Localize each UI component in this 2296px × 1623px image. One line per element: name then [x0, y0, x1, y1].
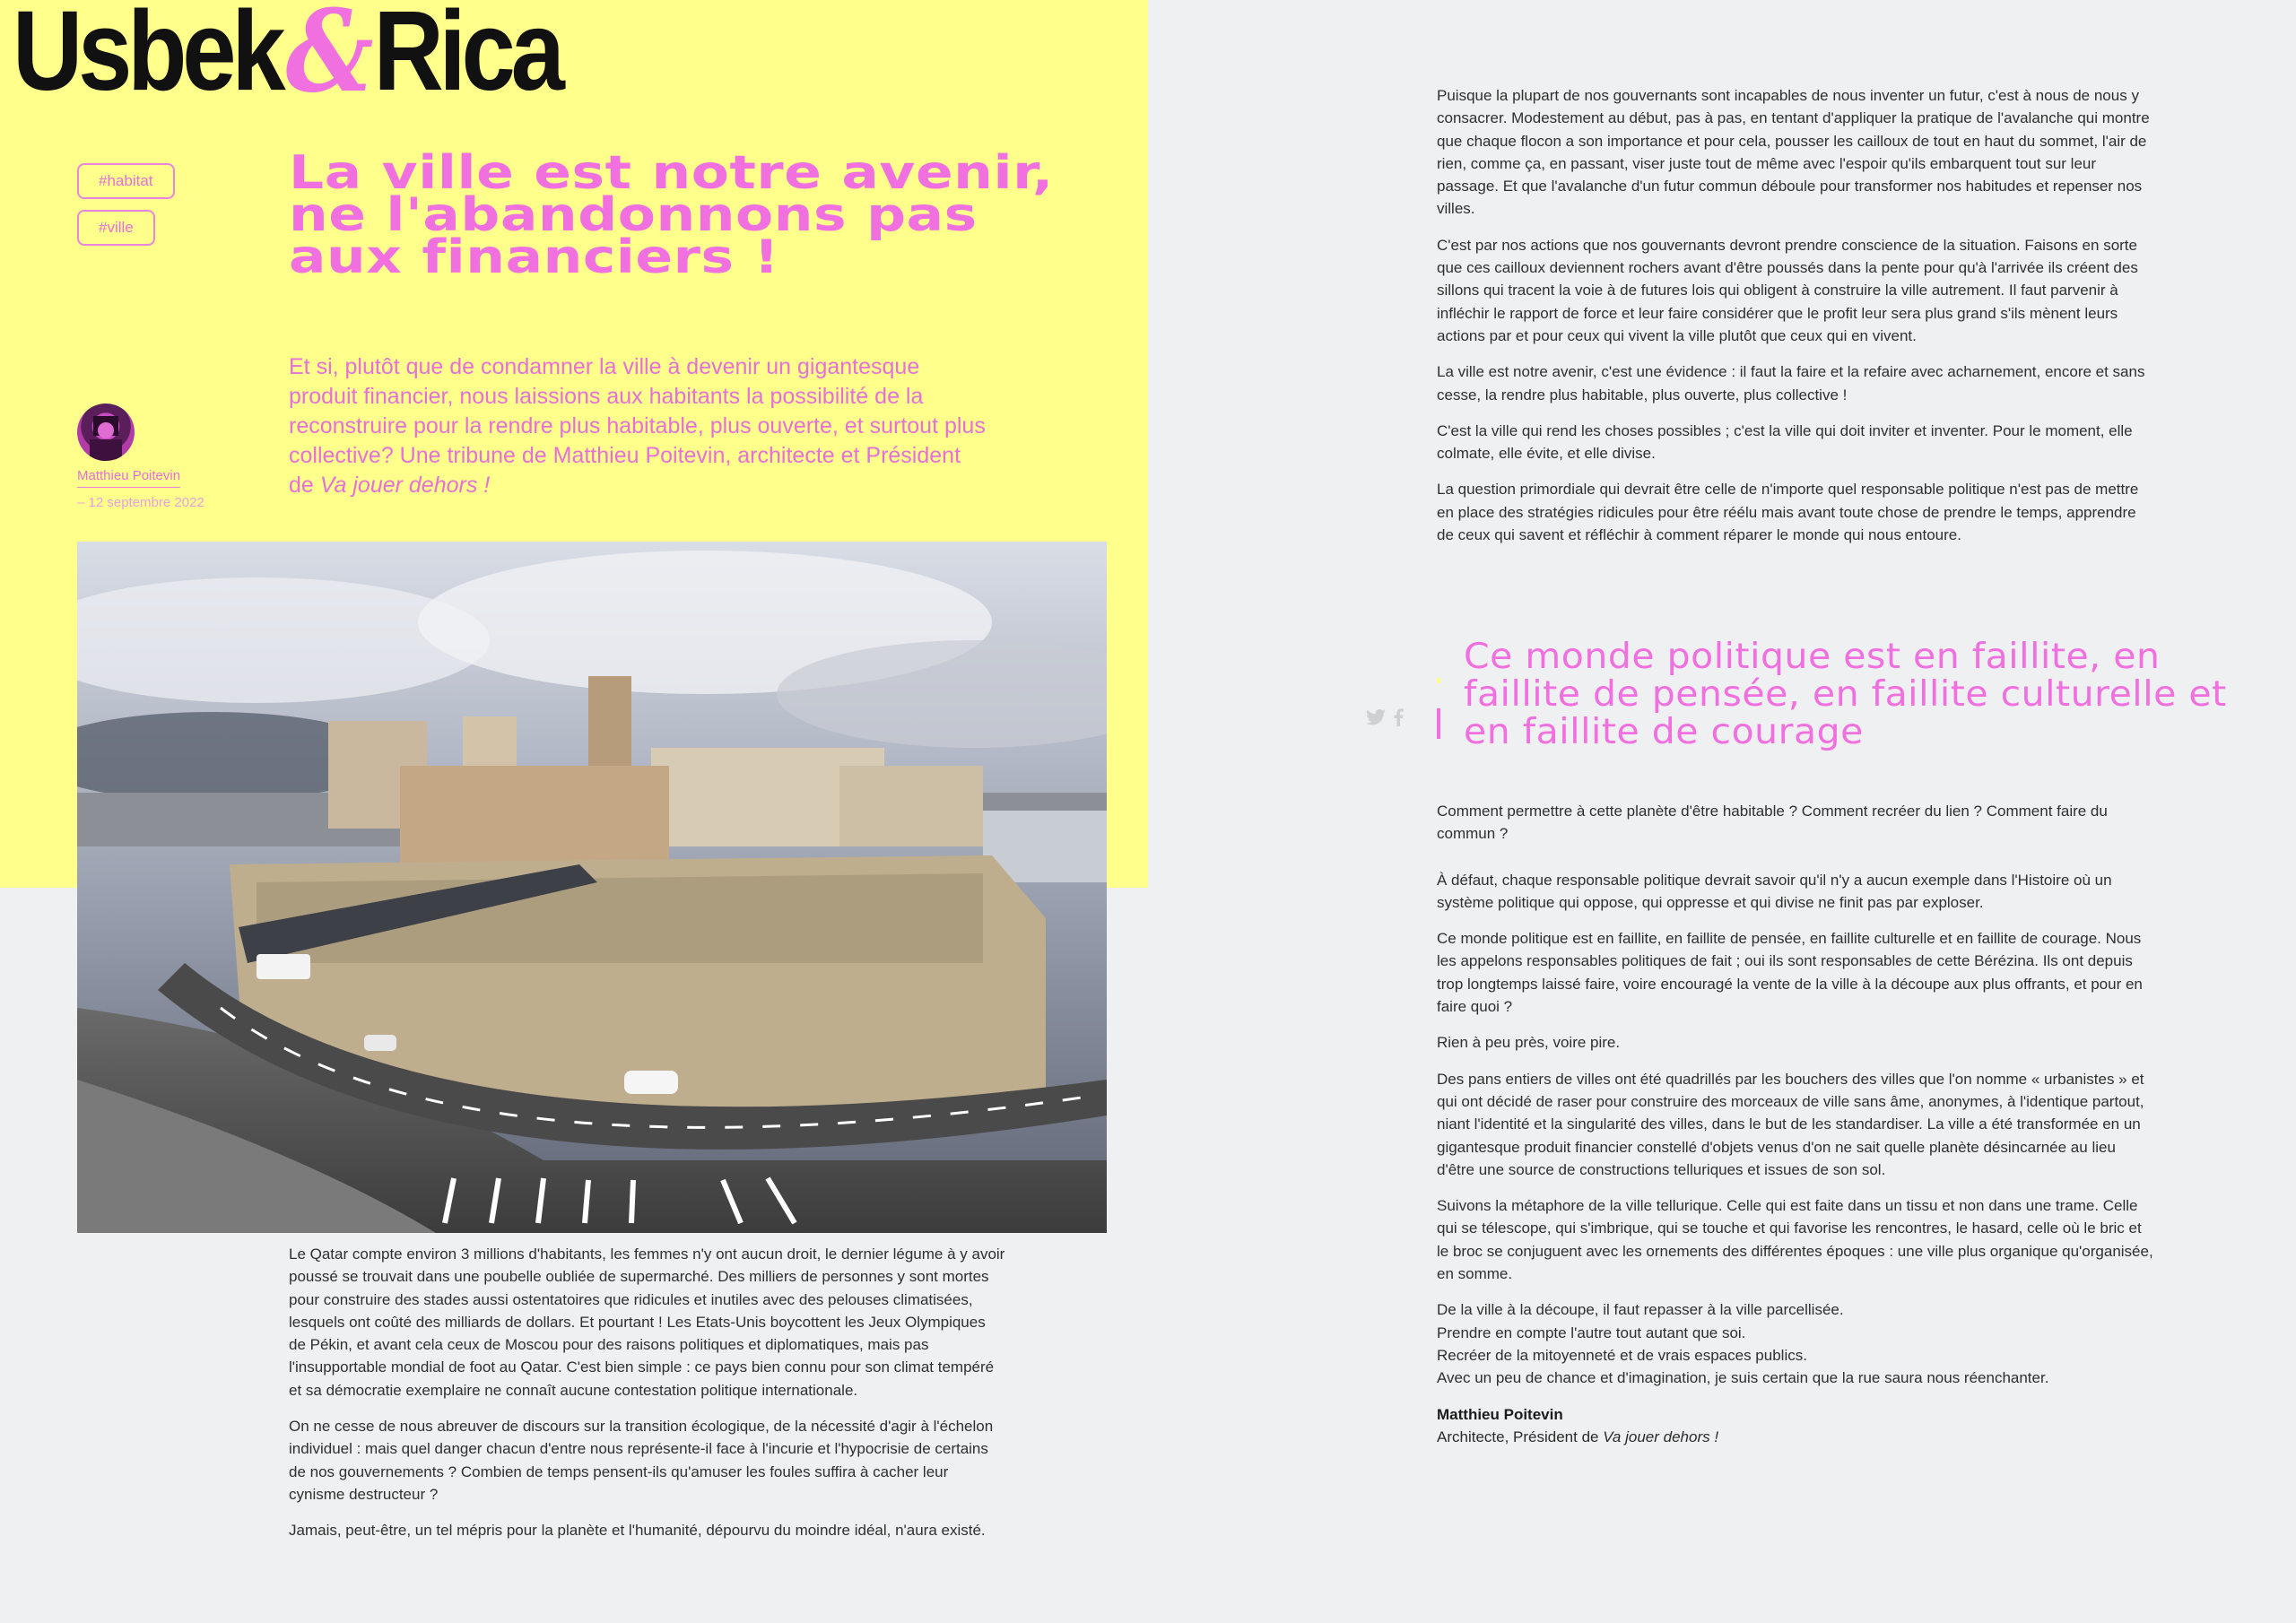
facebook-icon[interactable]: [1393, 708, 1404, 732]
lead-italic: Va jouer dehors !: [319, 473, 491, 498]
hero-image: [77, 542, 1107, 1233]
article-body-right-top: [1437, 84, 2154, 560]
paragraph: À défaut, chaque responsable politique devrait savoir qu'il n'y a aucun exemple dans l'Histoire où un système politique qui oppose, qui oppresse et qui divise ne finit pas par exploser.: [1437, 871, 2112, 911]
paragraph: Ce monde politique est en faillite, en faillite de pensée, en faillite culturelle et en faillite de courage. Nous les appelons responsables politiques de fait ; oui ils sont responsables de cette Bérézina. Ils ont depuis trop longtemps laissé faire, voire encouragé la vente de la ville à la découpe aux plus offrants, et pour en faire quoi ?: [1437, 930, 2143, 1016]
quote-accent-bar: [1437, 708, 1440, 739]
signature-name: Matthieu Poitevin: [1437, 1405, 1563, 1423]
author-name-link[interactable]: Matthieu Poitevin: [77, 468, 180, 488]
signature: [1437, 1403, 2154, 1448]
paragraph: La ville est notre avenir, c'est une évidence : il faut la faire et la refaire avec acharnement, encore et sans cesse, la rendre plus habitable, plus ouverte, plus collective !: [1437, 363, 2145, 404]
tag-ville[interactable]: #ville: [77, 210, 155, 246]
article-lead: [289, 352, 988, 500]
signature-role: Architecte, Président de: [1437, 1428, 1604, 1445]
article-body-left: [289, 1243, 1006, 1556]
article-title: La ville est notre avenir, ne l'abandonnons pas aux financiers !: [289, 146, 1054, 284]
tag-habitat[interactable]: #habitat: [77, 163, 175, 199]
signature-role-italic: Va jouer dehors !: [1603, 1428, 1719, 1445]
pull-quote-text: Ce monde politique est en faillite, en faillite de pensée, en faillite culturelle et en faillite de courage: [1464, 637, 2227, 752]
paragraph: Des pans entiers de villes ont été quadrillés par les bouchers des villes que l'on nomme « urbanistes » et qui ont décidé de raser pour construire des morceaux de ville sans âme, anonymes, à l'identique partout, niant l'identité et la singularité des villes, dans le but de les standardiser. La ville a été transformée en un gigantesque produit financier constellé d'objets venus d'on ne sait quelle planète désincarnée au lieu d'être une source de constructions telluriques et issues de son sol.: [1437, 1070, 2144, 1178]
quote-accent-dot: [1437, 678, 1440, 683]
site-logo[interactable]: [13, 0, 561, 117]
logo-part-1: Usbek: [13, 0, 282, 114]
paragraph: Puisque la plupart de nos gouvernants sont incapables de nous inventer un futur, c'est à nous de nous y consacrer. Modestement au début, pas à pas, en tentant d'appliquer la pratique de l'avalanche qui montre que chaque flocon a son importance et pour cela, pousser les cailloux de tout en haut du sommet, l'air de rien, comme ça, en passant, viser juste tout de même avec l'espoir qu'ils embarquent tout sur leur passage. Et que l'avalanche d'un futur commun déboule pour transformer nos habitudes et repenser nos villes.: [1437, 87, 2150, 218]
paragraph: Suivons la métaphore de la ville tellurique. Celle qui est faite dans un tissu et non dans une trame. Celle qui se télescope, qui s'imbrique, qui se touche et qui favorise les rencontres, le hasard, celle où le bric et le broc se conjuguent avec les ornements des différentes époques : une ville plus organique qu'organisée, en somme.: [1437, 1197, 2153, 1283]
logo-ampersand: &: [285, 0, 370, 117]
paragraph: C'est par nos actions que nos gouvernants devront prendre conscience de la situation. Faisons en sorte que ces cailloux deviennent rochers avant d'être poussés dans la pente pour qu'à l'arrivée ils créent des sillons qui tracent la voie à de futures lois qui obligent à construire la ville autrement. Il faut parvenir à infléchir le rapport de force et leur faire considérer que le profit leur sera plus grand s'ils mènent leurs actions par et pour ceux qui vivent la ville plutôt que ceux qui en vivent.: [1437, 236, 2138, 344]
paragraph: Le Qatar compte environ 3 millions d'habitants, les femmes n'y ont aucun droit, le dernier légume à y avoir poussé se trouvait dans une poubelle oubliée de supermarché. Des milliers de personnes y sont mortes pour construire des stades aussi ostentatoires que ridicules et inutiles avec des pelouses climatisées, lesquels ont coûté des milliards de dollars. Et pourtant ! Les Etats-Unis boycottent les Jeux Olympiques de Pékin, et avant cela ceux de Moscou pour des raisons politiques et diplomatiques, mais pas l'insupportable mondial de foot au Qatar. C'est bien simple : ce pays bien connu pour son climat tempéré et sa démocratie exemplaire ne connaît aucune contestation politique internationale.: [289, 1245, 1005, 1399]
twitter-icon[interactable]: [1366, 708, 1386, 732]
paragraph: On ne cesse de nous abreuver de discours sur la transition écologique, de la nécessité d'agir à l'échelon individuel : mais quel danger chacun d'entre nous représente-il face à l'incurie et l'hypocrisie de certains de nos gouvernements ? Combien de temps pensent-ils qu'amuser les foules suffira à cacher leur cynisme destructeur ?: [289, 1418, 994, 1503]
paragraph: C'est la ville qui rend les choses possibles ; c'est la ville qui doit inviter et inventer. Pour le moment, elle colmate, elle évite, et elle divise.: [1437, 421, 2133, 463]
tag-list: [77, 163, 175, 256]
paragraph: De la ville à la découpe, il faut repasser à la ville parcellisée. Prendre en compte l'autre tout autant que soi. Recréer de la mitoyenneté et de vrais espaces publics. Avec un peu de chance et d'imagination, je suis certain que la rue saura nous réenchanter.: [1437, 1301, 2049, 1387]
pull-quote: [1437, 638, 2226, 751]
logo-part-2: Rica: [373, 0, 561, 114]
publish-date: – 12 septembre 2022: [77, 495, 204, 510]
article-body-right-bottom: [1437, 800, 2154, 1448]
author-avatar[interactable]: [77, 404, 135, 461]
paragraph: Rien à peu près, voire pire.: [1437, 1034, 1621, 1052]
paragraph: La question primordiale qui devrait être celle de n'importe quel responsable politique n'est pas de mettre en place des stratégies ridicules pour être réélu mais avant toute chose de prendre le temps, apprendre de ceux qui savent et réfléchir à comment réparer le monde qui nous entoure.: [1437, 481, 2139, 544]
lead-text: Et si, plutôt que de condamner la ville à devenir un gigantesque produit financier, nous laissions aux habitants la possibilité de la reconstruire pour la rendre plus habitable, plus ouverte, et surtout plus collective? Une tribune de Matthieu Poitevin, architecte et Président de: [289, 354, 986, 498]
paragraph: Comment permettre à cette planète d'être habitable ? Comment recréer du lien ? Comment faire du commun ?: [1437, 803, 2108, 843]
paragraph: Jamais, peut-être, un tel mépris pour la planète et l'humanité, dépourvu du moindre idéal, n'aura existé.: [289, 1522, 986, 1540]
share-buttons: [1366, 708, 1404, 732]
